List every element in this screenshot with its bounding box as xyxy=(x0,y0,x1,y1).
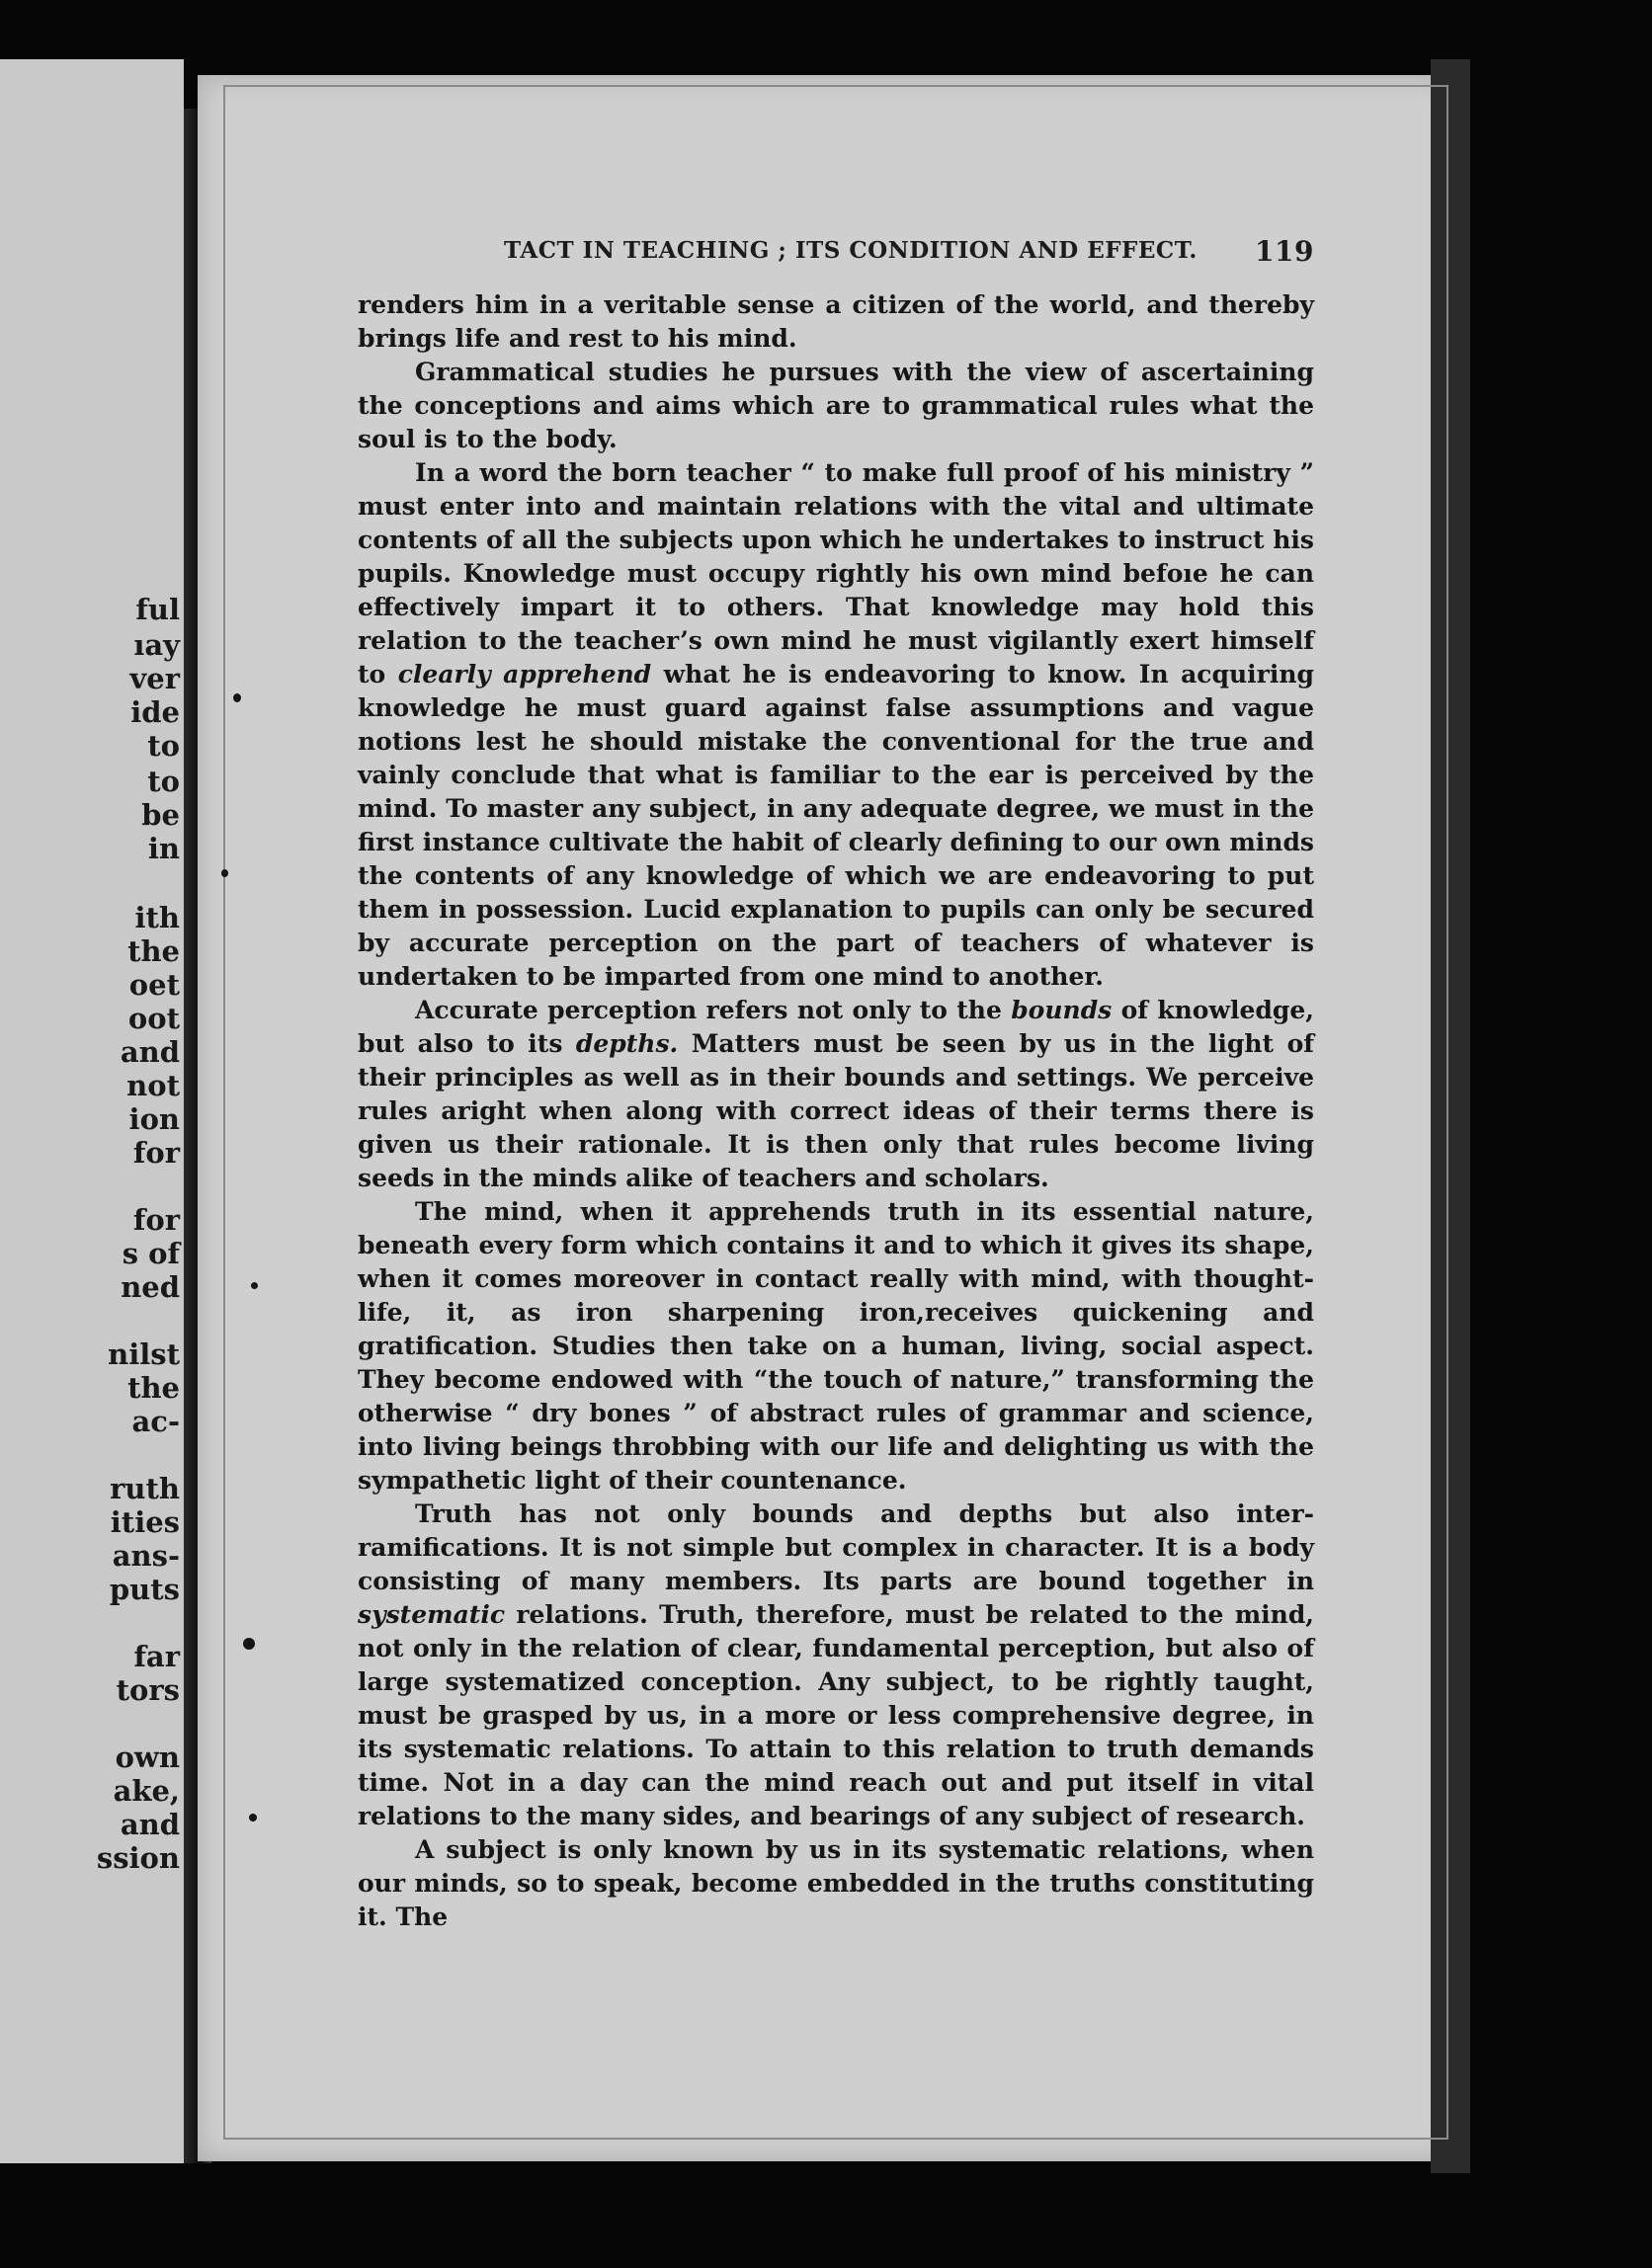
page-number: 119 xyxy=(1255,235,1314,268)
paragraph xyxy=(358,356,1314,456)
facing-page-fragment: tors xyxy=(116,1673,180,1707)
facing-page-fragment: and xyxy=(120,1808,180,1841)
text-run: what he is endeavoring to know. In acquiring knowledge he must guard against false assumptions and vague notions lest he should mistake the conventional for the true and vainly conclude that what is familiar to the ear is perceived by the mind. To master any subject, in any adequate degree, we must in the first instance cultivate the habit of clearly defining to our own minds the contents of any knowledge of which we are endeavoring to put them in possession. Lucid explanation to pupils can only be secured by accurate perception on the part of teachers of whatever is undertaken to be imparted from one mind to another. xyxy=(358,660,1315,991)
running-title: TACT IN TEACHING ; ITS CONDITION AND EFFECT. xyxy=(504,237,1198,264)
paragraph xyxy=(358,288,1314,356)
text-run: Grammatical studies he pursues with the view of ascertaining the conceptions and aims which are to grammatical rules what the soul is to the body. xyxy=(358,358,1314,453)
text-run: Matters must be seen by us in the light of their principles as well as in their bounds and settings. We perceive rules aright when along with correct ideas of their terms there is given us their rationale. It is then only that rules become living seeds in the minds alike of teachers and scholars. xyxy=(358,1029,1315,1192)
body-text xyxy=(358,288,1314,1934)
paragraph xyxy=(358,1195,1314,1498)
italic-phrase: depths. xyxy=(575,1029,679,1058)
text-run: The mind, when it apprehends truth in its essential nature, beneath every form which contains it and to which it gives its shape, when it comes moreover in contact really with mind, with thought-life, it, as iron sharpening iron,receives quickening and gratification. Studies then take on a human, living, social aspect. They become endowed with “the touch of nature,” transforming the otherwise “ dry bones ” of abstract rules of grammar and science, into living beings throbbing with our life and delighting us with the sympathetic light of their countenance. xyxy=(358,1197,1314,1495)
facing-page-fragment: to xyxy=(147,729,180,763)
facing-page-fragment: be xyxy=(141,798,180,832)
italic-phrase: bounds xyxy=(1011,996,1113,1024)
text-run: Truth has not only bounds and depths but also inter-ramifications. It is not simple but complex in character. It is a body consisting of many members. Its parts are bound together in xyxy=(358,1499,1314,1595)
facing-page-fragment: oot xyxy=(127,1002,180,1035)
page-edge-shadow xyxy=(1431,59,1470,2173)
facing-page-fragment: and xyxy=(120,1035,180,1069)
text-run: relations. Truth, therefore, must be related to the mind, not only in the relation of clear, fundamental perception, but also of large systematized conception. Any subject, to be rightly taught, must be grasped by us, in a more or less comprehensive degree, in its systematic relations. To attain to this relation to truth demands time. Not in a day can the mind reach out and put itself in vital relations to the many sides, and bearings of any subject of research. xyxy=(358,1600,1314,1830)
facing-page-fragment: ities xyxy=(110,1505,180,1539)
paragraph xyxy=(358,994,1314,1195)
facing-page-fragment: ac- xyxy=(131,1405,180,1438)
facing-page-fragment: ssion xyxy=(96,1841,180,1875)
paragraph xyxy=(358,1498,1314,1833)
facing-page-fragment: ide xyxy=(130,695,180,729)
facing-page-fragment: ned xyxy=(121,1270,180,1304)
italic-phrase: clearly apprehend xyxy=(397,660,652,688)
facing-page-fragment: to xyxy=(147,765,180,798)
facing-page-fragment: not xyxy=(126,1069,180,1102)
facing-page-fragment: oet xyxy=(128,968,180,1002)
ink-speck xyxy=(243,1638,255,1650)
facing-page-fragment: ruth xyxy=(110,1472,180,1505)
facing-page-fragment: own xyxy=(115,1741,180,1774)
ink-speck xyxy=(249,1814,257,1822)
italic-phrase: systematic xyxy=(358,1600,506,1629)
ink-speck xyxy=(251,1282,258,1289)
facing-page-fragment: for xyxy=(132,1203,180,1237)
facing-page-fragment: ver xyxy=(129,662,180,695)
facing-page-fragment: in xyxy=(147,832,180,865)
facing-page-left xyxy=(0,59,184,2163)
text-run: In a word the born teacher “ to make full proof of his ministry ” must enter into and maintain relations with the vital and ultimate contents of all the subjects upon which he undertakes to instruct his pupils. Knowledge must occupy rightly his own mind befoıe he can effectively impart it to others. That knowledge may hold this relation to the teacher’s own mind he must vigilantly exert himself to xyxy=(358,458,1314,688)
ink-speck xyxy=(233,693,241,702)
facing-page-fragment: the xyxy=(127,934,180,968)
facing-page-fragment: s of xyxy=(122,1237,180,1270)
facing-page-fragment: ith xyxy=(134,901,180,934)
facing-page-fragment: puts xyxy=(109,1573,180,1606)
text-run: of knowledge, but also to its xyxy=(358,996,1314,1058)
facing-page-fragment: for xyxy=(132,1136,180,1170)
ink-speck xyxy=(221,869,228,877)
paragraph xyxy=(358,456,1314,994)
text-run: Accurate perception refers not only to the xyxy=(415,996,1012,1024)
facing-page-fragment: nilst xyxy=(108,1337,180,1371)
text-run: A subject is only known by us in its systematic relations, when our minds, so to speak, become embedded in the truths constituting it. The xyxy=(358,1835,1314,1931)
facing-page-fragment: ıay xyxy=(133,628,180,662)
facing-page-fragment: the xyxy=(127,1371,180,1405)
facing-page-fragment: ion xyxy=(128,1102,180,1136)
facing-page-fragment: ful xyxy=(135,593,180,626)
facing-page-fragment: ans- xyxy=(112,1539,180,1573)
facing-page-fragment: far xyxy=(133,1640,180,1673)
paragraph xyxy=(358,1833,1314,1934)
facing-page-fragment: ake, xyxy=(113,1774,180,1808)
text-run: renders him in a veritable sense a citizen of the world, and thereby brings life and rest to his mind. xyxy=(358,290,1314,353)
